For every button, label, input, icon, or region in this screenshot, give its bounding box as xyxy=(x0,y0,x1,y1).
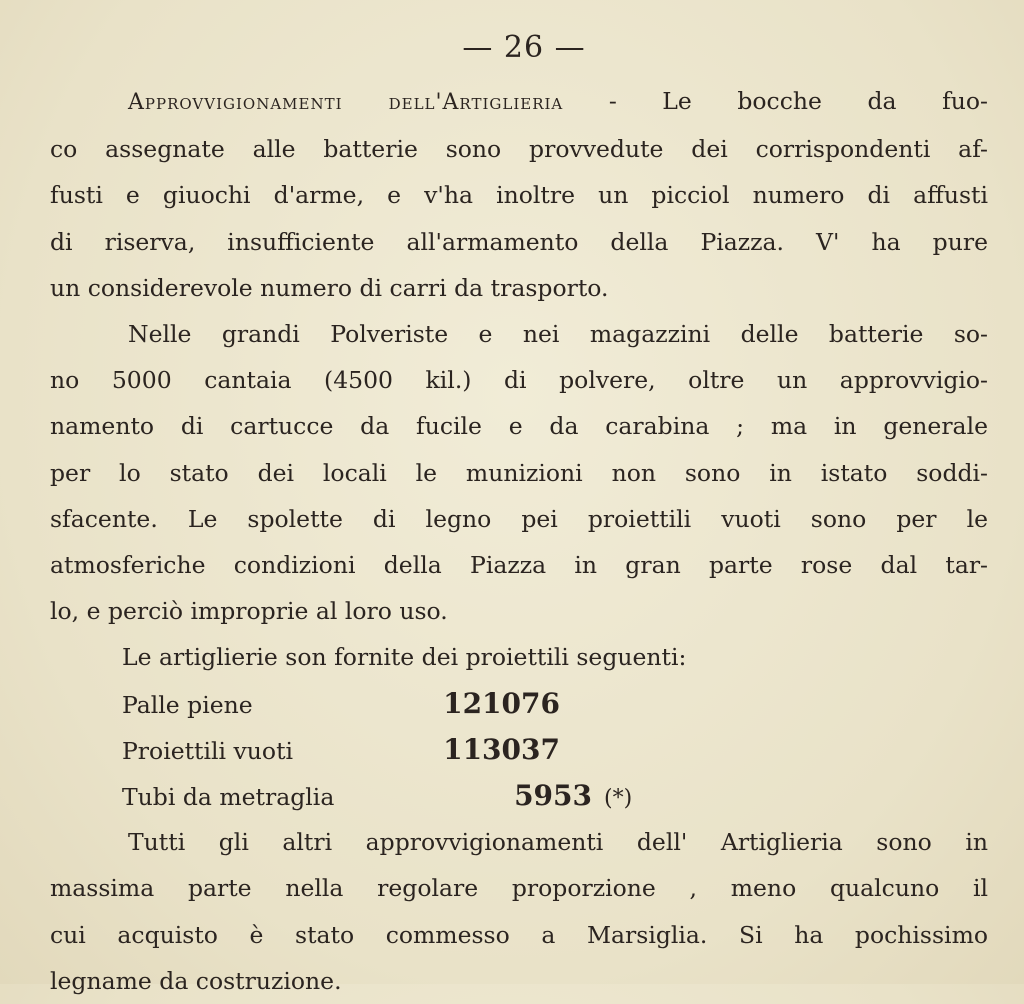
section-heading: Approvvigionamenti dell'Artiglieria xyxy=(128,90,564,115)
paragraph-line: cui acquisto è stato commesso a Marsiglia. Si ha pochissimo xyxy=(50,920,988,949)
paragraph-line: Tutti gli altri approvvigionamenti dell' Artiglieria sono in xyxy=(128,828,988,857)
paragraph-line: un considerevole numero di carri da trasporto. xyxy=(50,273,609,302)
projectiles-intro: Le artiglierie son fornite dei proiettili seguenti: xyxy=(122,643,687,672)
paragraph-line: sfacente. Le spolette di legno pei proiettili vuoti sono per le xyxy=(50,504,988,533)
paragraph-artillery-supplies xyxy=(50,78,988,311)
page-number: — 26 — xyxy=(462,30,586,65)
body-text xyxy=(50,78,988,1004)
heading-continuation: - Le bocche da fuo- xyxy=(563,87,988,115)
paragraph-line: lo, e perciò improprie al loro uso. xyxy=(50,597,448,626)
projectile-label: Tubi da metraglia xyxy=(122,783,335,812)
projectile-label: Proiettili vuoti xyxy=(122,736,294,765)
paragraph-line: di riserva, insufficiente all'armamento della Piazza. V' ha pure xyxy=(50,227,988,256)
projectile-count: 113037 xyxy=(443,732,560,766)
paragraph-line: fusti e giuochi d'arme, e v'ha inoltre un picciol numero di affusti xyxy=(50,181,988,210)
paragraph-line: co assegnate alle batterie sono provvedute dei corrispondenti af- xyxy=(50,135,988,164)
projectile-count: 121076 xyxy=(443,686,560,720)
paragraph-line: massima parte nella regolare proporzione , meno qualcuno il xyxy=(50,874,988,903)
projectile-count: 5953 xyxy=(514,779,592,813)
table-row xyxy=(122,773,988,819)
paragraph-line: no 5000 cantaia (4500 kil.) di polvere, oltre un approvvigio- xyxy=(50,366,988,395)
footnote-mark: (*) xyxy=(604,786,633,812)
paragraph-line: legname da costruzione. xyxy=(50,966,342,995)
paragraph-line xyxy=(50,78,988,126)
paragraph-line: namento di cartucce da fucile e da carabina ; ma in generale xyxy=(50,412,988,441)
paragraph-other-supplies xyxy=(50,819,988,1004)
table-row xyxy=(122,681,988,727)
projectiles-table xyxy=(122,681,988,820)
paragraph-line: Nelle grandi Polveriste e nei magazzini delle batterie so- xyxy=(128,320,988,349)
projectile-label: Palle piene xyxy=(122,690,253,719)
paragraph-powder xyxy=(50,311,988,634)
table-row xyxy=(122,727,988,773)
paragraph-line: per lo stato dei locali le munizioni non sono in istato soddi- xyxy=(50,458,988,487)
paragraph-line: atmosferiche condizioni della Piazza in gran parte rose dal tar- xyxy=(50,551,988,580)
